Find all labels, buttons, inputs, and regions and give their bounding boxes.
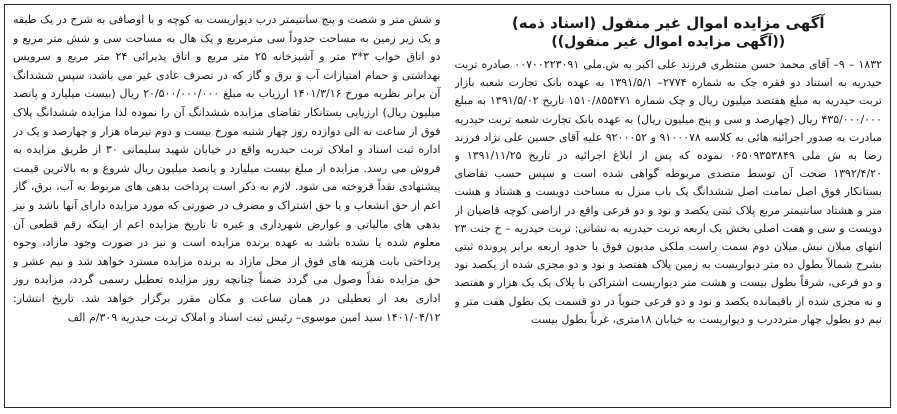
notice-columns bbox=[13, 11, 882, 401]
notice-body-right: ۱۸۳۲ – ۹– آقای محمد حسن منتظری فرزند علی اکبر به ش.ملی ۰۰۷۰۰۲۲۳۰۹۱ صادره تربت حیدریه به استناد دو فقره چک به شماره ۲۷۷۴– ۱۳۹۱/۵/۱ به عهده بانک تجارت شعبه بازار تربت حیدریه به مبلغ هفتصد میلیون ریال و چک شماره ۱۵۱۰/۸۵۵۴۷۱ تاریخ ۱۳۹۱/۵/۰۲ به مبلغ ۴۳۵/۰۰۰/۰۰۰ ریال (چهارصد و سی و پنج میلیون ریال) به عهده بانک تجارت شعبه تربت حیدریه مبادرت به صدور اجرائیه هائی به کلاسه ۹۱۰۰۰۷۸ و ۹۲۰۰۰۵۲ علیه آقای حسین علی نژاد فرزند رضا به ش ملی ۰۶۵۰۹۳۵۳۸۴۹ نموده که پس از ابلاغ اجرائیه در تاریخ ۱۳۹۱/۱۱/۲۵ و ۱۳۹۲/۴/۲۰ صحت آن توسط متصدی مربوطه گواهی شده است و سپس حسب تقاضای بستانکار فوق اصل تمامت اصل ششدانگ یک باب منزل به مساحت دویست و هشتاد و هشت متر و هشتاد سانتیمتر مربع پلاک ثبتی یکصد و نود و دو فرعی واقع در اراضی کوچه قاضیان از دویست و سی و هفت اصلی بخش یک اربعه تربت حیدریه به نشانی: تربت حیدریه – خ جنت ۲۳ انتهای میلان نبش میلان دوم سمت راست ملکی مدیون فوق با حدود اربعه برابر پرونده ثبتی بشرح شمالاً بطول ده متر دیواریست به زمین پلاک هفتصد و نود و دو مجزی شده از یکصد نود و دو فرعی، شرقاً بطول بیست و هشت متر دیواریست اشتراکی با پلاک یک یک هزار و هفتصد و نه مجزی شده از باقیمانده یکصد و نود و دو فرعی جنوباً در دو قسمت یک بطول هفت متر و نیم دو بطول چهار مترددرب و دیواریست به خیابان ۱۸متری، غرباً بطول بیست bbox=[454, 58, 882, 326]
notice-heading bbox=[455, 13, 883, 52]
notice-title: آگهی مزایده اموال غیر منقول (اسناد ذمه) bbox=[511, 14, 825, 32]
left-column bbox=[13, 11, 441, 401]
notice-subtitle: ((آگهی مزایده اموال غیر منقول)) bbox=[551, 34, 786, 50]
notice-body-left: و شش متر و شصت و پنج سانتیمتر درب دیواریست به کوچه و با اوصافی به شرح در یک طبقه و یک زیر زمین به مساحت حدوداً سی مترمربع و یک هال به مساحت سی و شش متر مربع و دو اتاق خواب ۳*۳ متر و آشپزخانه ۲۵ متر مربع و اتاق پذیرائی ۲۴ متر مربع و سرویس بهداشتی و حمام امتیازات آب و برق و گاز که در تصرف عادی غیر می باشد، سپس ششدانگ آن برابر نظریه مورخ ۱۴۰۱/۳/۱۶ ارزیاب به مبلغ ۲۰/۵۰۰/۰۰۰/۰۰۰ ریال (بیست میلیارد و پانصد میلیون ریال) ارزیابی بستانکار تقاضای مزایده ششدانگ آن را نموده لذا مزایده ششدانگ پلاک فوق از ساعت نه الی دوازده روز چهار شنبه مورخ بیست و دوم تیرماه هزار و چهارصد و یک در اداره ثبت اسناد و املاک تربت حیدریه واقع در خیابان شهید سلیمانی ۳۰ از طریق مزایده به فروش می رسد. مزایده از مبلغ بیست میلیارد و پانصد میلیون ریال شروع و به بالاترین قیمت پیشنهادی نقداً فروخته می شود. لازم به ذکر است پرداخت بدهی های مربوط به آب، برق، گاز اعم از حق انشعاب و یا حق اشتراک و مصرف در صورتی که مورد مزایده دارای آنها باشد و نیز بدهی های مالیاتی و عوارض شهرداری و غیره تا تاریخ مزایده اعم از اینکه رقم قطعی آن معلوم شده یا نشده باشد به عهده برنده مزایده است و نیز در صورت وجود مازاد، وجوه پرداختی بابت هزینه های فوق از محل مازاد به برنده مزایده مسترد خواهد شد و نیم عشر و حق مزایده نقداً وصول می گردد ضمناً چنانچه روز مزایده تعطیل رسمی گردد، مزایده روز اداری بعد از تعطیلی در همان ساعت و مکان مقرر برگزار خواهد شد. تاریخ انتشار: ۱۴۰۱/۰۴/۱۲ سید امین موسوی– رئیس ثبت اسناد و املاک تربت حیدریه ۳۰۹/م الف bbox=[13, 13, 441, 324]
right-column bbox=[455, 11, 883, 401]
notice-frame bbox=[4, 4, 891, 408]
